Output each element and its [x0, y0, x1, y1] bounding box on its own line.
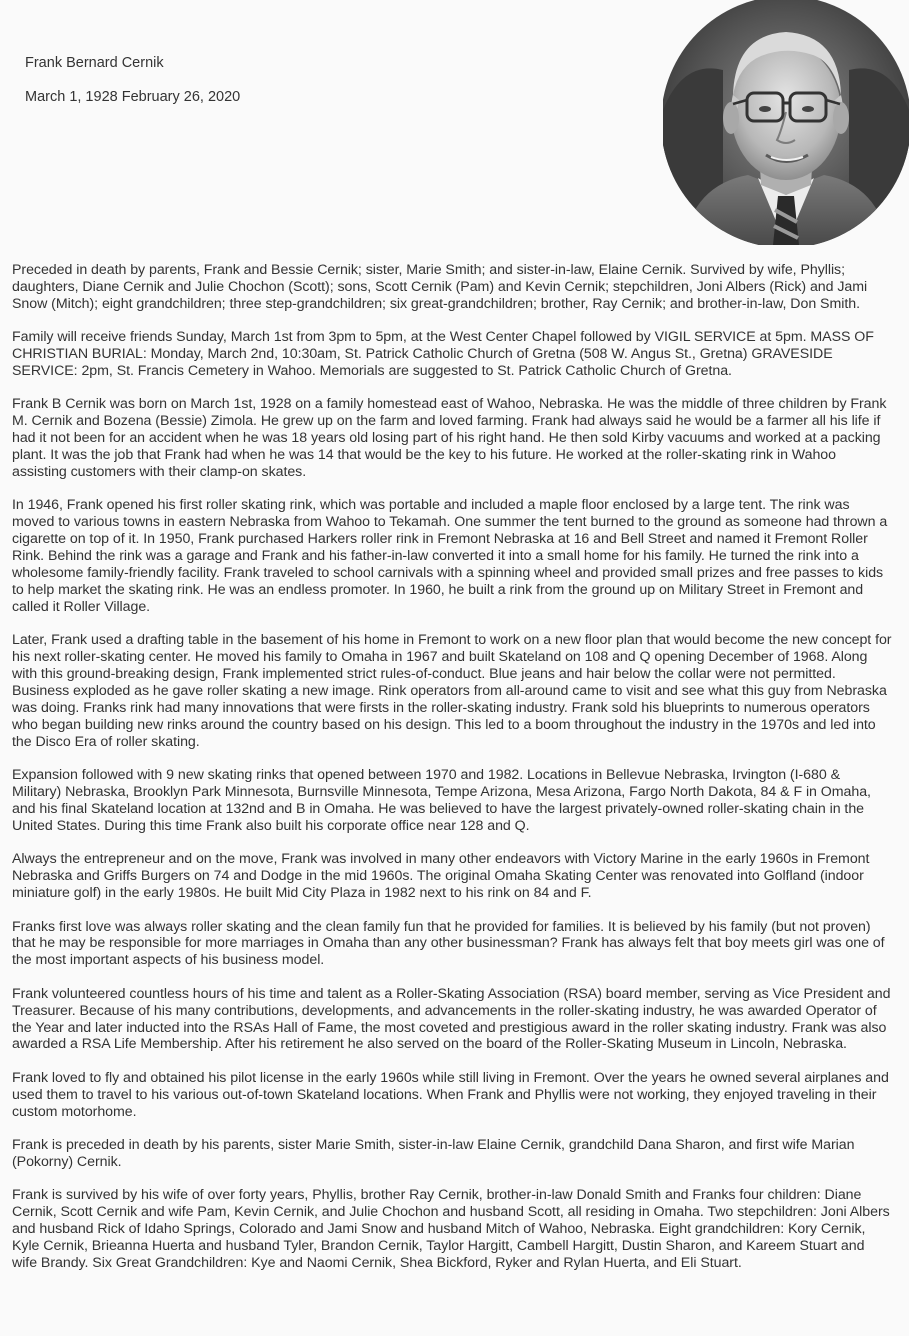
portrait-photo — [663, 0, 909, 245]
life-dates: March 1, 1928 February 26, 2020 — [25, 89, 241, 105]
paragraph-preceded: Frank is preceded in death by his parents, sister Marie Smith, sister-in-law Elaine Cernik, grandchild Dana Sharon, and first wife Marian (Pokorny) Cernik. — [12, 1137, 855, 1170]
paragraph-first-love: Franks first love was always roller skating and the clean family fun that he provided for families. It is believed by his family (but not proven) that he may be responsible for more marriages in Omaha than any other businessman? Frank has always felt that boy meets girl was one of the most important aspects of his business model. — [12, 918, 885, 969]
paragraph-survivors-summary: Preceded in death by parents, Frank and Bessie Cernik; sister, Marie Smith; and sister-in-law, Elaine Cernik. Survived by wife, Phyllis; daughters, Diane Cernik and Julie Chochon (Scott); sons, Scott Cernik (Pam) and Kevin Cernik; stepchildren, Joni Albers (Rick) and Jami Snow (Mitch); eight grandchildren; three step-grandchildren; six great-grandchildren; brother, Ray Cernik; and brother-in-law, Don Smith. — [12, 262, 868, 312]
portrait-photo-icon — [663, 0, 909, 245]
paragraph-early-life: Frank B Cernik was born on March 1st, 1928 on a family homestead east of Wahoo, Nebraska. He was the middle of three children by Frank M. Cernik and Bozena (Bessie) Zimola. He grew up on the farm and loved farming. Frank had always said he would be a farmer all his life if had it not been for an accident when he was 18 years old losing part of his right hand. He then sold Kirby vacuums and worked at a packing plant. It was the job that Frank had when he was 14 that would be the key to his future. He worked at the roller-skating rink in Wahoo assisting customers with their clamp-on skates. — [12, 396, 887, 481]
paragraph-first-rink: In 1946, Frank opened his first roller skating rink, which was portable and included a maple floor enclosed by a large tent. The rink was moved to various towns in eastern Nebraska from Wahoo to Tekamah. One summer the tent burned to the ground as someone had thrown a cigarette on top of it. In 1950, Frank purchased Harkers roller rink in Fremont Nebraska at 16 and Bell Street and named it Fremont Roller Rink. Behind the rink was a garage and Frank and his father-in-law converted it into a small home for his family. He turned the rink into a wholesome family-friendly facility. Frank traveled to school carnivals with a spinning wheel and provided small prizes and free passes to kids to help market the skating rink. He was an endless promoter. In 1960, he built a rink from the ground up on Military Street in Fremont and called it Roller Village. — [12, 497, 888, 615]
paragraph-expansion: Expansion followed with 9 new skating rinks that opened between 1970 and 1982. Locations in Bellevue Nebraska, Irvington (I-680 & Military) Nebraska, Brooklyn Park Minnesota, Burnsville Minnesota, Tempe Arizona, Mesa Arizona, Fargo North Dakota, 84 & F in Omaha, and his final Skateland location at 132nd and B in Omaha. He was believed to have the largest privately-owned roller-skating chain in the United States. During this time Frank also built his corporate office near 128 and Q. — [12, 767, 871, 834]
paragraph-rsa: Frank volunteered countless hours of his time and talent as a Roller-Skating Association (RSA) board member, serving as Vice President and Treasurer. Because of his many contributions, developments, and advancements in the roller-skating industry, he was awarded Operator of the Year and later inducted into the RSAs Hall of Fame, the most coveted and prestigious award in the roller skating industry. Frank was also awarded a RSA Life Membership. After his retirement he also served on the board of the Roller-Skating Museum in Lincoln, Nebraska. — [12, 985, 891, 1053]
paragraph-entrepreneur: Always the entrepreneur and on the move, Frank was involved in many other endeavors with Victory Marine in the early 1960s in Fremont Nebraska and Griffs Burgers on 74 and Dodge in the mid 1960s. The original Omaha Skating Center was renovated into Golfland (indoor miniature golf) in the early 1980s. He built Mid City Plaza in 1982 next to his rink on 84 and F. — [12, 851, 870, 902]
obituary-header — [0, 0, 663, 245]
paragraph-services: Family will receive friends Sunday, March 1st from 3pm to 5pm, at the West Center Chapel followed by VIGIL SERVICE at 5pm. MASS OF CHRISTIAN BURIAL: Monday, March 2nd, 10:30am, St. Patrick Catholic Church of Gretna (508 W. Angus St., Gretna) GRAVESIDE SERVICE: 2pm, St. Francis Cemetery in Wahoo. Memorials are suggested to St. Patrick Catholic Church of Gretna. — [12, 329, 874, 380]
paragraph-flying: Frank loved to fly and obtained his pilot license in the early 1960s while still living in Fremont. Over the years he owned several airplanes and used them to travel to his various out-of-town Skateland locations. When Frank and Phyllis were not working, they enjoyed traveling in their custom motorhome. — [12, 1069, 889, 1120]
paragraph-skateland: Later, Frank used a drafting table in the basement of his home in Fremont to work on a new floor plan that would become the new concept for his next roller-skating center. He moved his family to Omaha in 1967 and built Skateland on 108 and Q opening December of 1968. Along with this ground-breaking design, Frank implemented strict rules-of-conduct. Blue jeans and hair below the collar were not permitted. Business exploded as he gave roller skating a new image. Rink operators from all-around came to visit and see what this guy from Nebraska was doing. Franks rink had many innovations that were firsts in the roller-skating industry. Frank sold his blueprints to numerous operators who began building new rinks around the country based on his design. This led to a boom throughout the industry in the 1970s and led into the Disco Era of roller skating. — [12, 632, 892, 750]
paragraph-survived: Frank is survived by his wife of over forty years, Phyllis, brother Ray Cernik, brother-in-law Donald Smith and Franks four children: Diane Cernik, Scott Cernik and wife Pam, Kevin Cernik, and Julie Chochon and husband Scott, all residing in Omaha. Two stepchildren: Joni Albers and husband Rick of Idaho Springs, Colorado and Jami Snow and husband Mitch of Wahoo, Nebraska. Eight grandchildren: Kory Cernik, Kyle Cernik, Brieanna Huerta and husband Tyler, Brandon Cernik, Taylor Hargitt, Cambell Hargitt, Dustin Sharon, and Kareem Stuart and wife Brandy. Six Great Grandchildren: Kye and Naomi Cernik, Shea Bickford, Ryker and Rylan Huerta, and Eli Stuart. — [12, 1187, 890, 1271]
obituary-text — [12, 262, 892, 1288]
deceased-name: Frank Bernard Cernik — [25, 55, 164, 71]
